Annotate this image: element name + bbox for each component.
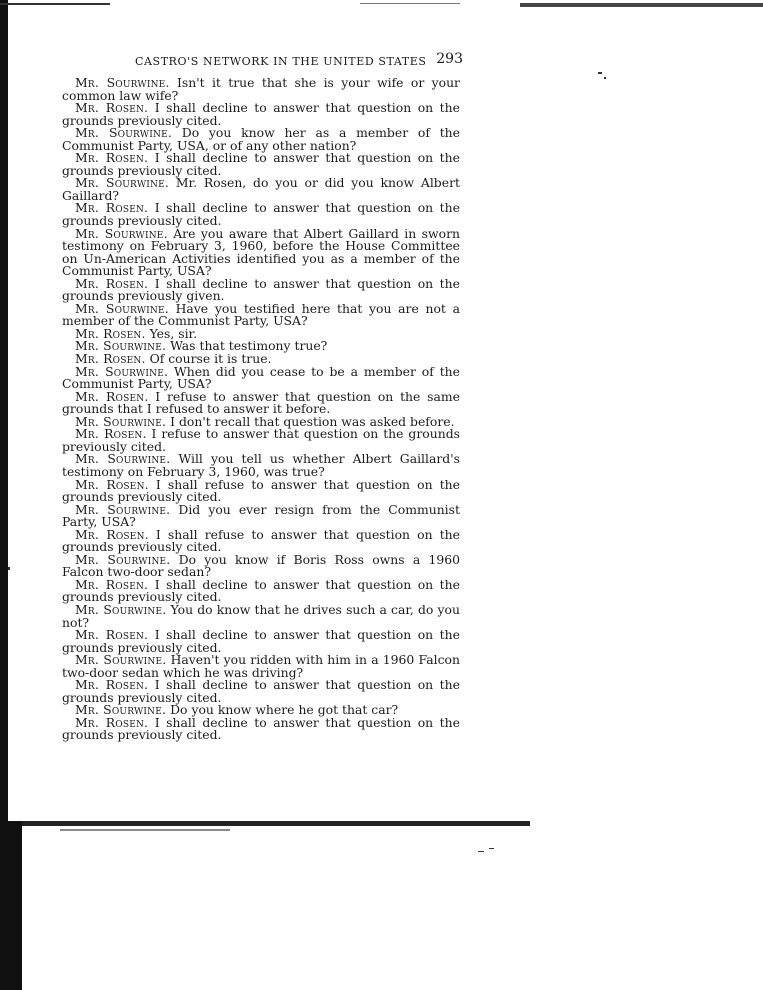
dialogue-text: Do you know her as a member of the Communist Party, USA, or of any other nation? bbox=[62, 125, 460, 153]
dialogue-text: I refuse to answer that question on the grounds previously cited. bbox=[62, 426, 460, 454]
dialogue-paragraph bbox=[62, 679, 460, 704]
dialogue-paragraph bbox=[62, 177, 460, 202]
dialogue-text: When did you cease to be a member of the Communist Party, USA? bbox=[62, 363, 460, 392]
dialogue-paragraph bbox=[62, 629, 460, 654]
speaker-name: Mr. Sourwine. bbox=[75, 413, 167, 429]
speaker-name: Mr. Sourwine. bbox=[75, 702, 167, 718]
speaker-name: Mr. Rosen. bbox=[75, 714, 149, 730]
speaker-name: Mr. Sourwine. bbox=[75, 551, 171, 567]
running-head: CASTRO'S NETWORK IN THE UNITED STATES bbox=[135, 55, 427, 68]
dialogue-text: I shall refuse to answer that question on the grounds previously cited. bbox=[62, 476, 460, 505]
dialogue-paragraph bbox=[62, 601, 460, 630]
dialogue-text: Yes, sir. bbox=[149, 325, 198, 341]
scan-speck bbox=[8, 567, 10, 570]
page-header bbox=[135, 52, 463, 68]
speaker-name: Mr. Sourwine. bbox=[75, 338, 167, 354]
dialogue-paragraph bbox=[62, 453, 460, 478]
speaker-name: Mr. Sourwine. bbox=[75, 175, 170, 191]
scan-artifact bbox=[520, 3, 763, 7]
dialogue-text: I don't recall that question was asked before. bbox=[170, 413, 455, 429]
speaker-name: Mr. Rosen. bbox=[75, 325, 146, 341]
dialogue-paragraph bbox=[62, 202, 460, 227]
speaker-name: Mr. Rosen. bbox=[75, 200, 149, 216]
speaker-name: Mr. Rosen. bbox=[75, 426, 147, 442]
dialogue-paragraph bbox=[62, 428, 460, 453]
dialogue-text: Did you ever resign from the Communist Party, USA? bbox=[62, 501, 460, 530]
speaker-name: Mr. Rosen. bbox=[75, 100, 149, 116]
dialogue-text: I shall decline to answer that question on the grounds previously cited. bbox=[62, 100, 460, 128]
dialogue-paragraph bbox=[62, 225, 460, 279]
dialogue-text: I refuse to answer that question on the same grounds that I refused to answer it before. bbox=[62, 388, 460, 417]
speaker-name: Mr. Rosen. bbox=[75, 351, 146, 367]
scan-edge bbox=[0, 821, 22, 990]
speaker-name: Mr. Rosen. bbox=[75, 627, 149, 643]
dialogue-text: I shall decline to answer that question on the grounds previously cited. bbox=[62, 714, 460, 743]
dialogue-text: I shall decline to answer that question on the grounds previously cited. bbox=[62, 627, 460, 655]
dialogue-paragraph bbox=[62, 275, 460, 304]
scan-speck bbox=[489, 848, 494, 849]
scan-speck bbox=[604, 77, 606, 79]
dialogue-paragraph bbox=[62, 388, 460, 417]
page-number: 293 bbox=[436, 51, 463, 67]
dialogue-paragraph bbox=[62, 363, 460, 392]
speaker-name: Mr. Rosen. bbox=[75, 576, 149, 592]
speaker-name: Mr. Rosen. bbox=[75, 150, 149, 166]
speaker-name: Mr. Sourwine. bbox=[75, 300, 169, 316]
speaker-name: Mr. Sourwine. bbox=[75, 501, 171, 517]
dialogue-text: Was that testimony true? bbox=[170, 338, 328, 354]
dialogue-text: I shall decline to answer that question on the grounds previously cited. bbox=[62, 677, 460, 705]
speaker-name: Mr. Sourwine. bbox=[75, 451, 171, 467]
speaker-name: Mr. Sourwine. bbox=[75, 601, 167, 617]
scan-artifact bbox=[0, 3, 110, 5]
scan-artifact bbox=[60, 829, 230, 831]
dialogue-text: Will you tell us whether Albert Gaillard's testimony on February 3, 1960, was true? bbox=[62, 451, 460, 479]
dialogue-text: Do you know where he got that car? bbox=[170, 702, 399, 718]
dialogue-paragraph bbox=[62, 526, 460, 555]
dialogue-text: Have you testified here that you are not a member of the Communist Party, USA? bbox=[62, 300, 460, 329]
dialogue-text: I shall decline to answer that question on the grounds previously cited. bbox=[62, 200, 460, 229]
dialogue-text: I shall decline to answer that question on the grounds previously cited. bbox=[62, 150, 460, 178]
dialogue-paragraph bbox=[62, 551, 460, 580]
speaker-name: Mr. Sourwine. bbox=[75, 363, 169, 379]
scan-artifact bbox=[360, 3, 460, 4]
dialogue-text: Mr. Rosen, do you or did you know Albert Gaillard? bbox=[62, 175, 460, 203]
dialogue-text: Isn't it true that she is your wife or your common law wife? bbox=[62, 75, 460, 103]
dialogue-text: I shall decline to answer that question on the grounds previously cited. bbox=[62, 576, 460, 605]
speaker-name: Mr. Rosen. bbox=[75, 677, 149, 693]
dialogue-paragraph bbox=[62, 152, 460, 177]
dialogue-text: I shall decline to answer that question on the grounds previously given. bbox=[62, 275, 460, 304]
speaker-name: Mr. Rosen. bbox=[75, 526, 149, 542]
speaker-name: Mr. Sourwine. bbox=[75, 225, 168, 241]
dialogue-paragraph bbox=[62, 576, 460, 605]
dialogue-paragraph bbox=[62, 300, 460, 329]
dialogue-text: I shall refuse to answer that question on the grounds previously cited. bbox=[62, 526, 460, 555]
speaker-name: Mr. Sourwine. bbox=[75, 125, 172, 141]
dialogue-text: Of course it is true. bbox=[149, 351, 272, 367]
dialogue-paragraph bbox=[62, 127, 460, 152]
speaker-name: Mr. Rosen. bbox=[75, 388, 149, 404]
transcript-body bbox=[62, 77, 460, 742]
dialogue-paragraph bbox=[62, 654, 460, 679]
scan-artifact bbox=[8, 821, 530, 826]
speaker-name: Mr. Rosen. bbox=[75, 476, 149, 492]
dialogue-text: Haven't you ridden with him in a 1960 Falcon two-door sedan which he was driving? bbox=[62, 652, 460, 680]
dialogue-text: Do you know if Boris Ross owns a 1960 Falcon two-door sedan? bbox=[62, 551, 460, 580]
scan-speck bbox=[478, 851, 484, 852]
speaker-name: Mr. Sourwine. bbox=[75, 652, 167, 668]
dialogue-paragraph bbox=[62, 501, 460, 530]
scan-speck bbox=[598, 72, 602, 74]
dialogue-paragraph bbox=[62, 714, 460, 743]
dialogue-paragraph bbox=[62, 77, 460, 102]
speaker-name: Mr. Sourwine. bbox=[75, 75, 170, 90]
dialogue-text: You do know that he drives such a car, do you not? bbox=[62, 601, 460, 630]
dialogue-text: Are you aware that Albert Gaillard in sworn testimony on February 3, 1960, before the House Committee on Un-American Activities identified you as a member of the Communist Party, USA? bbox=[62, 225, 460, 279]
speaker-name: Mr. Rosen. bbox=[75, 275, 149, 291]
dialogue-paragraph bbox=[62, 102, 460, 127]
dialogue-paragraph bbox=[62, 476, 460, 505]
